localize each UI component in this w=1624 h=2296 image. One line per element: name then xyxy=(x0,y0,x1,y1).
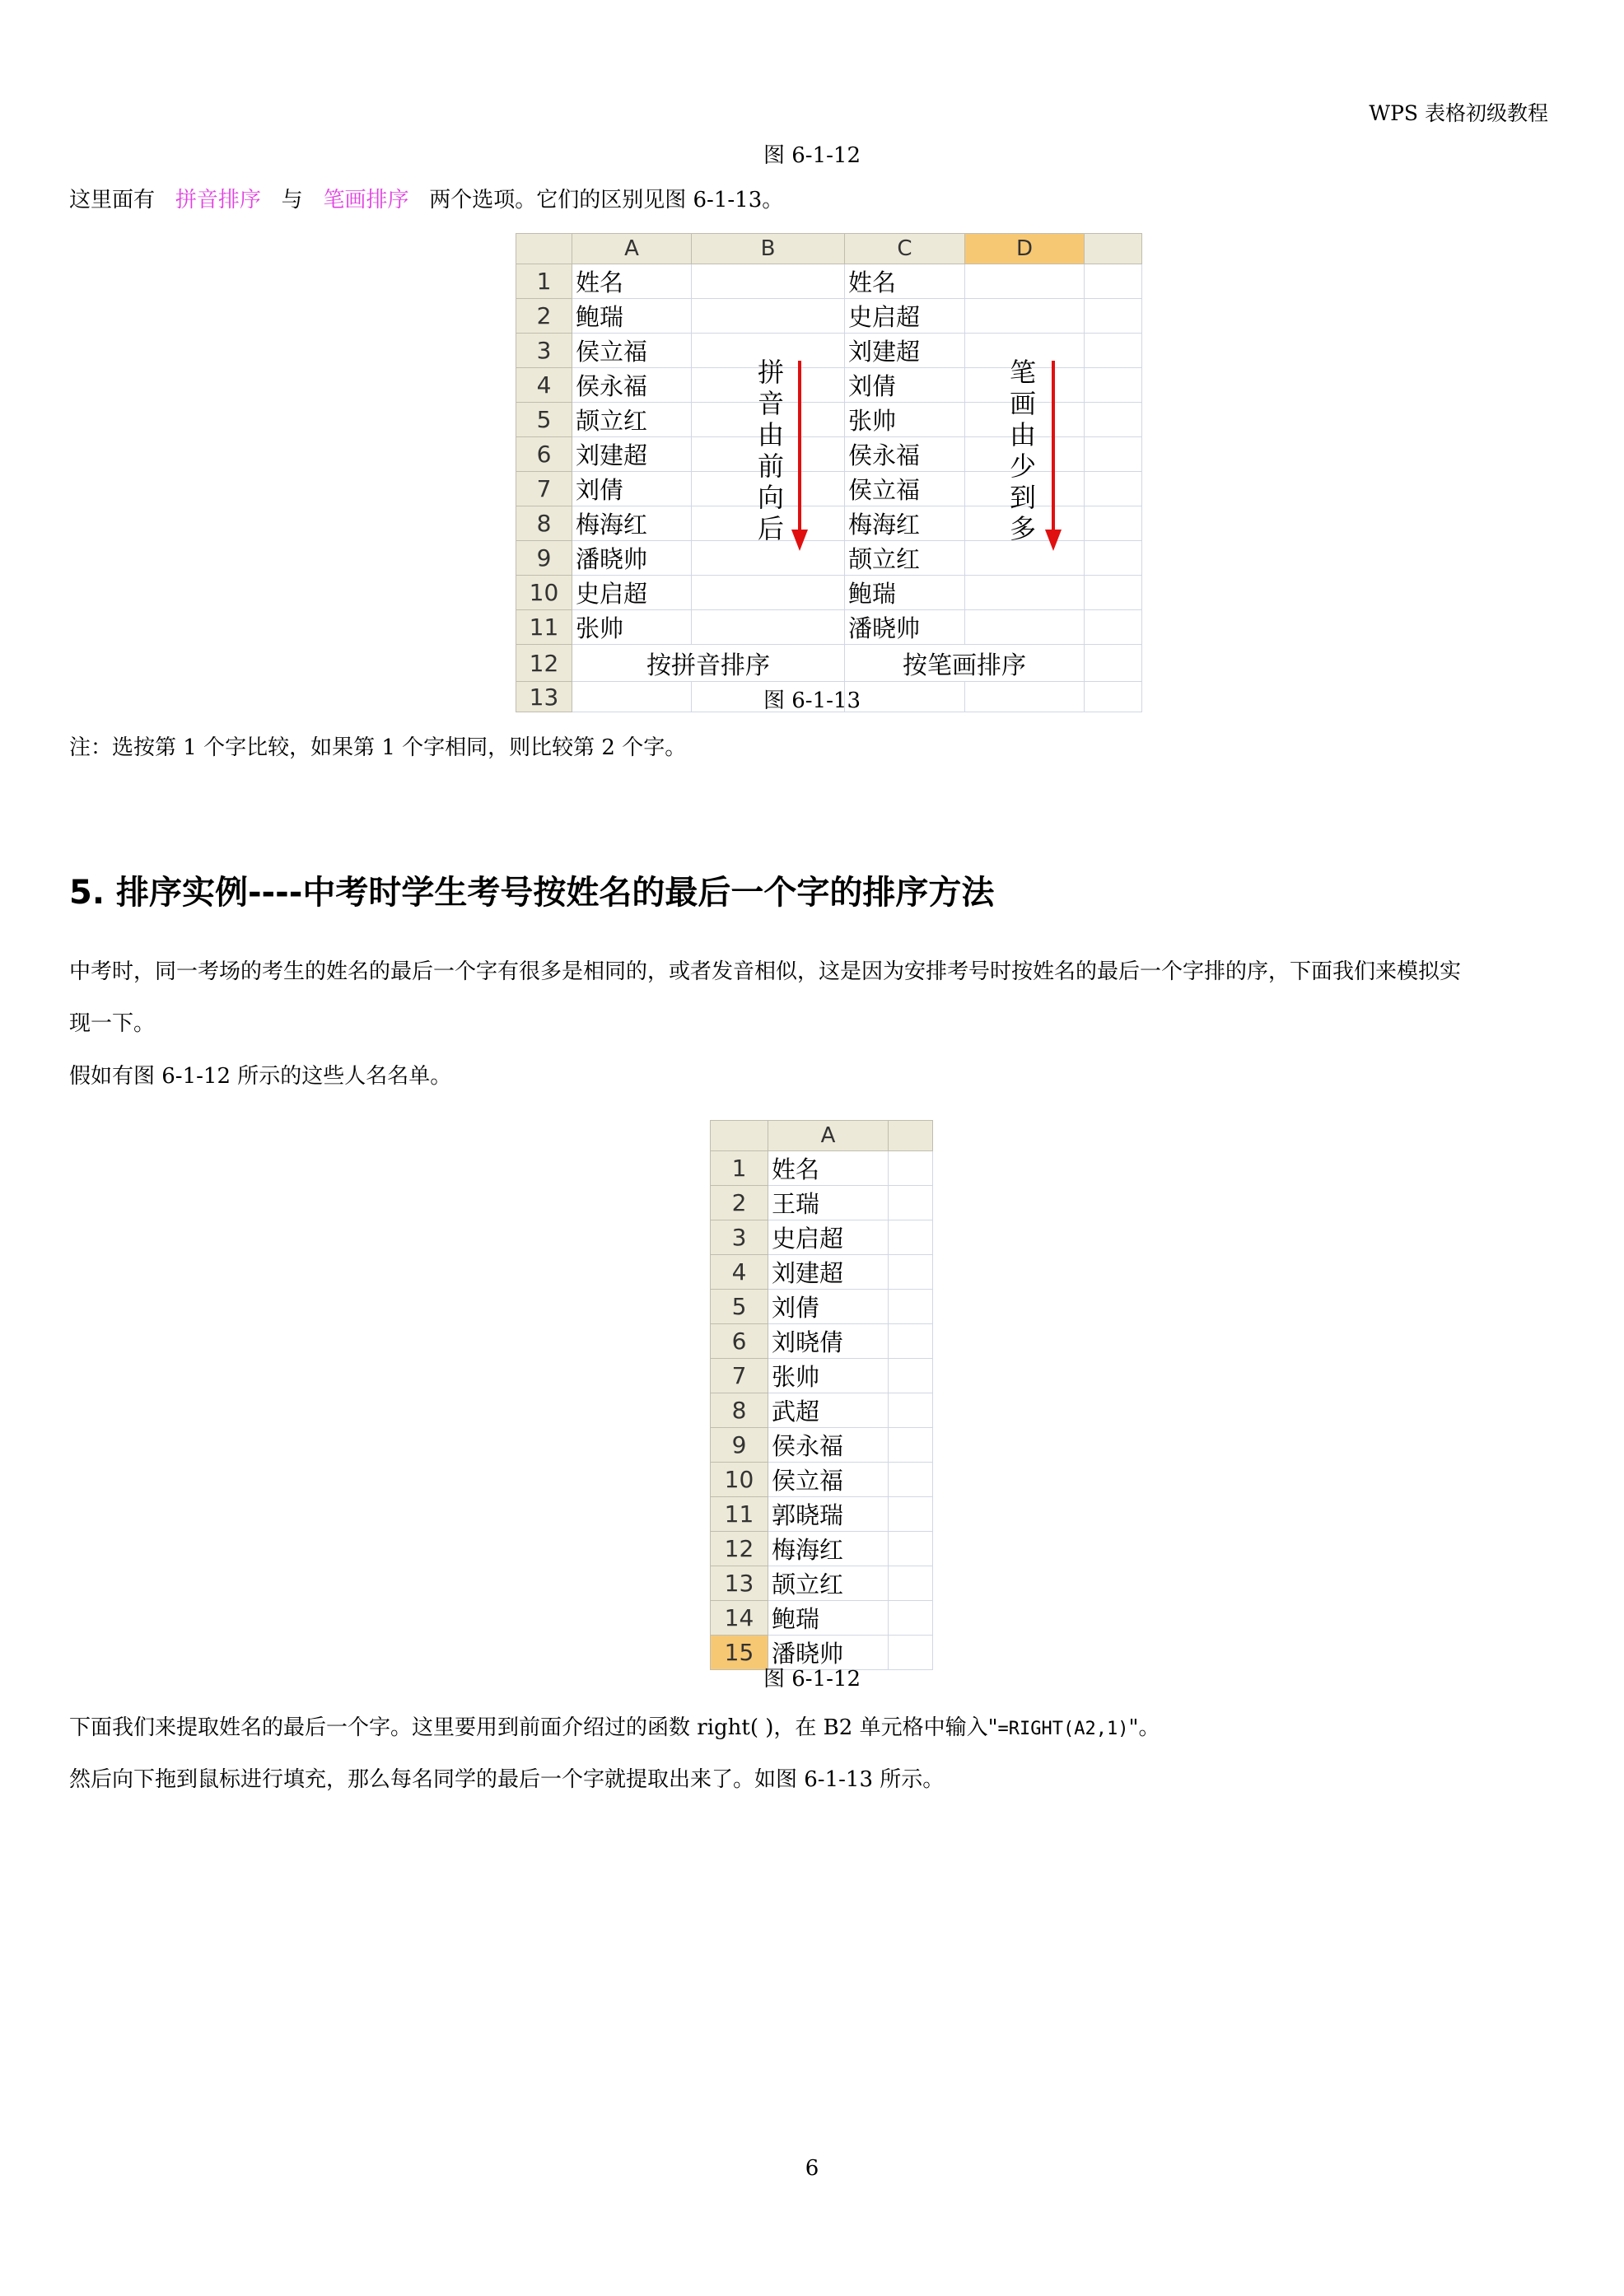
section-heading: 5. 排序实例----中考时学生考号按姓名的最后一个字的排序方法 xyxy=(69,874,995,912)
row-header[interactable]: 11 xyxy=(711,1497,768,1532)
figure-caption: 图 6-1-12 xyxy=(763,143,861,168)
row-header[interactable]: 4 xyxy=(711,1255,768,1290)
column-header-extra[interactable] xyxy=(1085,234,1142,264)
label-char: 音 xyxy=(757,388,784,419)
column-header-extra[interactable] xyxy=(889,1121,933,1151)
cell[interactable]: 史启超 xyxy=(768,1220,889,1255)
paragraph-line: 中考时，同一考场的考生的姓名的最后一个字有很多是相同的，或者发音相似，这是因为安排考号时按姓名的最后一个字排的序，下面我们来模拟实 xyxy=(69,959,1462,984)
note-paragraph: 注：选按第 1 个字比较，如果第 1 个字相同，则比较第 2 个字。 xyxy=(69,735,687,760)
column-header-d[interactable]: D xyxy=(965,234,1085,264)
row-header[interactable]: 10 xyxy=(516,576,572,610)
pinyin-direction-label xyxy=(754,357,787,544)
cell[interactable]: 姓名 xyxy=(572,264,692,299)
table-row xyxy=(711,1463,933,1497)
row-header[interactable]: 10 xyxy=(711,1463,768,1497)
column-header-a[interactable]: A xyxy=(572,234,692,264)
table-row xyxy=(711,1220,933,1255)
cell[interactable] xyxy=(889,1497,933,1532)
cell[interactable]: 郭晓瑞 xyxy=(768,1497,889,1532)
cell[interactable]: 张帅 xyxy=(572,610,692,645)
page-number: 6 xyxy=(805,2156,819,2181)
figure-caption: 图 6-1-13 xyxy=(763,688,861,713)
table-row xyxy=(711,1532,933,1566)
label-char: 画 xyxy=(1009,388,1036,419)
label-char: 少 xyxy=(1009,450,1036,482)
label-char: 由 xyxy=(1009,419,1036,450)
cell[interactable] xyxy=(1085,299,1142,334)
figure-caption: 图 6-1-12 xyxy=(763,1667,861,1692)
cell[interactable] xyxy=(1085,403,1142,437)
row-header[interactable]: 14 xyxy=(711,1601,768,1636)
cell[interactable]: 刘倩 xyxy=(845,368,965,403)
cell[interactable]: 潘晓帅 xyxy=(845,610,965,645)
cell[interactable]: 颉立红 xyxy=(768,1566,889,1601)
cell[interactable]: 侯立福 xyxy=(768,1463,889,1497)
row-header[interactable]: 11 xyxy=(516,610,572,645)
table-row xyxy=(516,264,1142,299)
cell[interactable]: 颉立红 xyxy=(572,403,692,437)
cell[interactable]: 史启超 xyxy=(572,576,692,610)
row-header[interactable]: 8 xyxy=(711,1393,768,1428)
cell[interactable]: 梅海红 xyxy=(845,506,965,541)
cell[interactable] xyxy=(965,299,1085,334)
stroke-sort-term: 笔画排序 xyxy=(323,188,409,212)
row-header[interactable]: 15 xyxy=(711,1636,768,1670)
row-header[interactable]: 6 xyxy=(711,1324,768,1359)
cell[interactable] xyxy=(692,610,845,645)
down-arrow-icon xyxy=(787,357,812,554)
cell[interactable]: 侯永福 xyxy=(845,437,965,472)
table-row xyxy=(516,299,1142,334)
cell[interactable]: 刘晓倩 xyxy=(768,1324,889,1359)
label-char: 由 xyxy=(757,419,784,450)
cell[interactable] xyxy=(889,1151,933,1186)
cell[interactable] xyxy=(965,576,1085,610)
row-header[interactable]: 1 xyxy=(711,1151,768,1186)
row-header[interactable]: 12 xyxy=(711,1532,768,1566)
table-row xyxy=(516,576,1142,610)
cell[interactable] xyxy=(889,1255,933,1290)
cell[interactable]: 潘晓帅 xyxy=(572,541,692,576)
row-header[interactable]: 1 xyxy=(516,264,572,299)
down-arrow-icon xyxy=(1041,357,1066,554)
cell[interactable]: 侯立福 xyxy=(845,472,965,506)
label-char: 前 xyxy=(757,450,784,482)
cell[interactable] xyxy=(692,576,845,610)
cell[interactable] xyxy=(965,610,1085,645)
table-row xyxy=(711,1359,933,1393)
table-row xyxy=(711,1151,933,1186)
row-header[interactable]: 9 xyxy=(516,541,572,576)
cell[interactable]: 梅海红 xyxy=(572,506,692,541)
row-header[interactable]: 2 xyxy=(516,299,572,334)
cell[interactable]: 潘晓帅 xyxy=(768,1636,889,1670)
table-row xyxy=(711,1255,933,1290)
cell[interactable] xyxy=(1085,437,1142,472)
label-char: 笔 xyxy=(1009,357,1036,388)
cell[interactable]: 张帅 xyxy=(845,403,965,437)
paragraph-formula xyxy=(69,1715,1160,1741)
label-char: 拼 xyxy=(757,357,784,388)
table-row xyxy=(711,1428,933,1463)
row-header[interactable]: 13 xyxy=(711,1566,768,1601)
cell[interactable]: 武超 xyxy=(768,1393,889,1428)
cell[interactable]: 史启超 xyxy=(845,299,965,334)
cell[interactable]: 姓名 xyxy=(845,264,965,299)
cell[interactable]: 鲍瑞 xyxy=(572,299,692,334)
pinyin-sort-term: 拼音排序 xyxy=(175,188,261,212)
document-header: WPS 表格初级教程 xyxy=(1369,101,1548,125)
cell[interactable]: 颉立红 xyxy=(845,541,965,576)
text: 两个选项。它们的区别见图 6-1-13。 xyxy=(429,188,784,212)
row-header[interactable]: 2 xyxy=(711,1186,768,1220)
row-header[interactable]: 7 xyxy=(711,1359,768,1393)
cell[interactable] xyxy=(965,264,1085,299)
row-header[interactable]: 4 xyxy=(516,368,572,403)
cell[interactable]: 鲍瑞 xyxy=(768,1601,889,1636)
row-header[interactable]: 9 xyxy=(711,1428,768,1463)
cell[interactable] xyxy=(1085,334,1142,368)
cell-merged[interactable]: 按拼音排序 xyxy=(572,645,845,682)
cell[interactable] xyxy=(889,1566,933,1601)
row-header[interactable]: 3 xyxy=(516,334,572,368)
cell[interactable] xyxy=(889,1428,933,1463)
cell[interactable]: 侯永福 xyxy=(572,368,692,403)
cell[interactable] xyxy=(1085,264,1142,299)
cell[interactable]: 姓名 xyxy=(768,1151,889,1186)
cell[interactable] xyxy=(889,1393,933,1428)
label-char: 到 xyxy=(1009,482,1036,513)
cell[interactable] xyxy=(889,1186,933,1220)
cell[interactable] xyxy=(889,1359,933,1393)
row-header[interactable]: 5 xyxy=(711,1290,768,1324)
table-row xyxy=(711,1324,933,1359)
row-header[interactable]: 13 xyxy=(516,682,572,712)
cell-merged[interactable]: 按笔画排序 xyxy=(845,645,1085,682)
cell[interactable]: 刘倩 xyxy=(572,472,692,506)
paragraph-line: 然后向下拖到鼠标进行填充，那么每名同学的最后一个字就提取出来了。如图 6-1-13 所示。 xyxy=(69,1767,945,1792)
table-row xyxy=(711,1601,933,1636)
paragraph-line: 假如有图 6-1-12 所示的这些人名名单。 xyxy=(69,1064,452,1089)
corner-cell[interactable] xyxy=(711,1121,768,1151)
cell[interactable] xyxy=(1085,368,1142,403)
cell[interactable] xyxy=(1085,576,1142,610)
row-header[interactable]: 5 xyxy=(516,403,572,437)
label-char: 向 xyxy=(757,482,784,513)
cell[interactable]: 鲍瑞 xyxy=(845,576,965,610)
cell[interactable] xyxy=(692,299,845,334)
table-row xyxy=(711,1393,933,1428)
cell[interactable]: 张帅 xyxy=(768,1359,889,1393)
cell[interactable] xyxy=(1085,506,1142,541)
column-header-a[interactable]: A xyxy=(768,1121,889,1151)
text: 下面我们来提取姓名的最后一个字。这里要用到前面介绍过的函数 right( )，在 B2 单元格中输入" xyxy=(69,1715,998,1740)
column-header-c[interactable]: C xyxy=(845,234,965,264)
text: "。 xyxy=(1128,1715,1160,1740)
cell[interactable]: 刘建超 xyxy=(845,334,965,368)
row-header[interactable]: 3 xyxy=(711,1220,768,1255)
text: 与 xyxy=(281,188,303,212)
cell[interactable] xyxy=(1085,541,1142,576)
cell[interactable]: 刘建超 xyxy=(768,1255,889,1290)
paragraph-sort-options xyxy=(69,188,783,213)
cell[interactable] xyxy=(889,1220,933,1255)
label-char: 后 xyxy=(757,513,784,544)
cell[interactable] xyxy=(692,264,845,299)
cell[interactable]: 刘建超 xyxy=(572,437,692,472)
text: 这里面有 xyxy=(69,188,156,212)
table-row xyxy=(711,1497,933,1532)
cell[interactable]: 梅海红 xyxy=(768,1532,889,1566)
label-char: 多 xyxy=(1009,513,1036,544)
row-header[interactable]: 7 xyxy=(516,472,572,506)
spreadsheet-name-list xyxy=(710,1120,917,1668)
cell[interactable] xyxy=(889,1532,933,1566)
table-row xyxy=(516,610,1142,645)
cell[interactable]: 侯永福 xyxy=(768,1428,889,1463)
corner-cell[interactable] xyxy=(516,234,572,264)
cell[interactable] xyxy=(1085,472,1142,506)
table-row xyxy=(516,645,1142,682)
table-row xyxy=(711,1186,933,1220)
cell[interactable] xyxy=(965,541,1085,576)
row-header[interactable]: 8 xyxy=(516,506,572,541)
row-header[interactable]: 6 xyxy=(516,437,572,472)
cell[interactable]: 侯立福 xyxy=(572,334,692,368)
formula-text: =RIGHT(A2,1) xyxy=(997,1719,1129,1739)
column-header-b[interactable]: B xyxy=(692,234,845,264)
paragraph-line: 现一下。 xyxy=(69,1011,156,1036)
cell[interactable] xyxy=(1085,645,1142,682)
table-row xyxy=(711,1290,933,1324)
cell[interactable] xyxy=(1085,610,1142,645)
row-header[interactable]: 12 xyxy=(516,645,572,682)
cell[interactable] xyxy=(889,1324,933,1359)
stroke-direction-label xyxy=(1006,357,1039,544)
cell[interactable]: 王瑞 xyxy=(768,1186,889,1220)
table-row xyxy=(711,1566,933,1601)
cell[interactable] xyxy=(889,1601,933,1636)
cell[interactable]: 刘倩 xyxy=(768,1290,889,1324)
cell[interactable] xyxy=(889,1290,933,1324)
cell[interactable] xyxy=(889,1463,933,1497)
cell[interactable] xyxy=(692,541,845,576)
